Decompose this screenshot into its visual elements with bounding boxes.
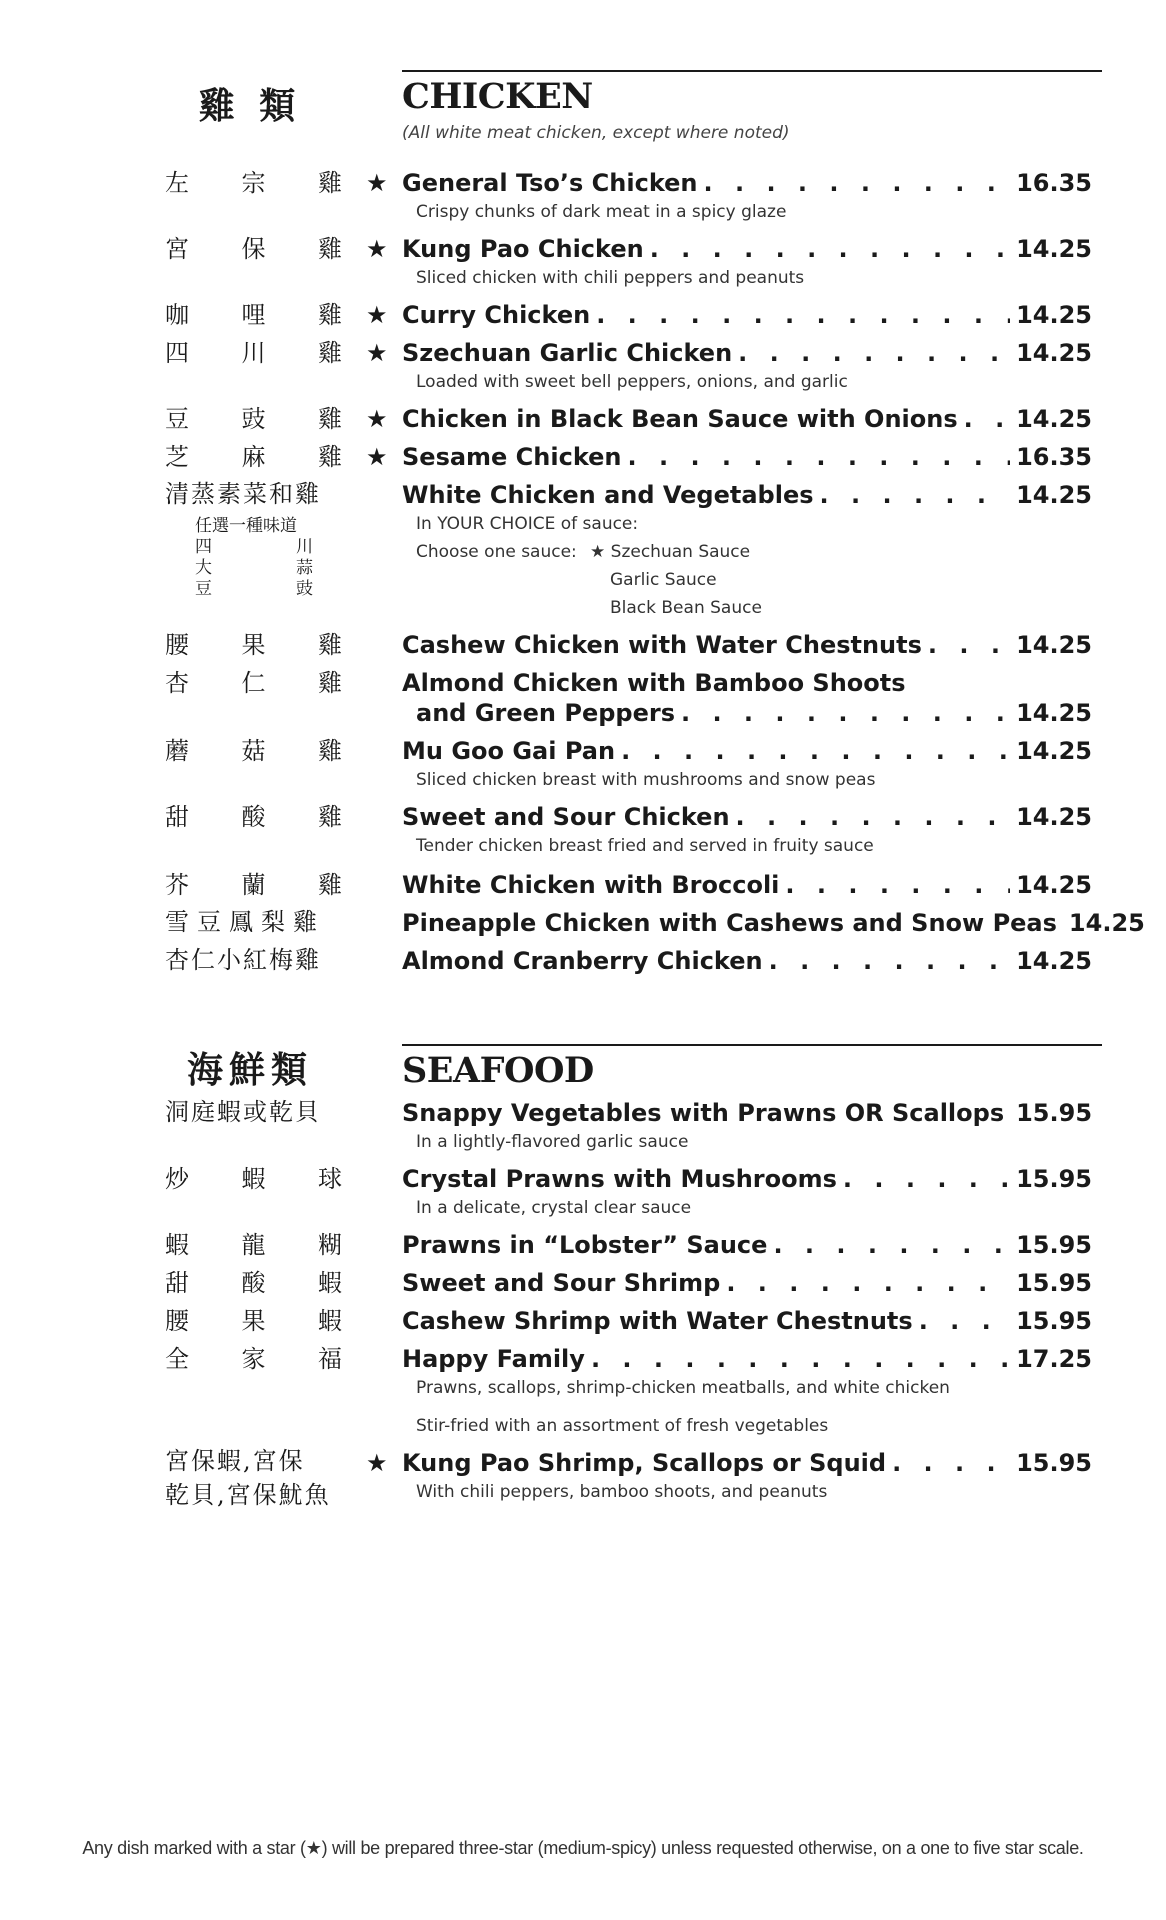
item-name: Mu Goo Gai Pan	[402, 737, 616, 765]
item-chinese-name: 腰 果 雞	[165, 631, 343, 659]
item-price: 14.25	[1016, 871, 1092, 899]
item-price: 15.95	[1016, 1099, 1093, 1127]
item-price: 15.95	[1016, 1165, 1092, 1193]
spicy-star-icon: ★	[366, 169, 388, 197]
item-description: In YOUR CHOICE of sauce:	[416, 514, 639, 534]
item-name: Szechuan Garlic Chicken	[402, 339, 733, 367]
item-name: White Chicken with Broccoli	[402, 871, 780, 899]
item-chinese-name: 宮保蝦,宮保 乾貝,宮保魷魚	[165, 1447, 331, 1509]
item-price: 14.25	[1068, 909, 1145, 937]
choose-sauce-label: Choose one sauce:	[416, 542, 577, 562]
sauce-option: Garlic Sauce	[610, 570, 717, 590]
item-name: Sweet and Sour Shrimp	[402, 1269, 721, 1297]
item-name: Sesame Chicken	[402, 443, 622, 471]
item-description: In a delicate, crystal clear sauce	[416, 1198, 692, 1218]
item-chinese-name: 豆 豉 雞	[165, 405, 343, 433]
seafood-cn-title: 海鮮類	[186, 1049, 313, 1091]
seafood-header	[402, 1044, 1102, 1091]
footer-note: Any dish marked with a star (★) will be prepared three-star (medium-spicy) unless requested otherwise, on a one to five star scale.	[82, 1838, 1084, 1858]
item-chinese-name: 甜 酸 蝦	[165, 1269, 343, 1297]
item-price: 14.25	[1016, 699, 1092, 727]
seafood-title: SEAFOOD	[402, 1050, 594, 1091]
item-chinese-name: 炒 蝦 球	[165, 1165, 343, 1193]
item-description: With chili peppers, bamboo shoots, and peanuts	[416, 1482, 828, 1502]
item-chinese-name: 腰 果 蝦	[165, 1307, 343, 1335]
item-name: Sweet and Sour Chicken	[402, 803, 730, 831]
item-price: 14.25	[1016, 947, 1092, 975]
item-name: Crystal Prawns with Mushrooms	[402, 1165, 837, 1193]
item-price: 15.95	[1016, 1449, 1092, 1477]
item-description: Loaded with sweet bell peppers, onions, and garlic	[416, 372, 848, 392]
item-price: 15.95	[1016, 1307, 1092, 1335]
item-name: Happy Family	[402, 1345, 585, 1373]
item-price: 17.25	[1016, 1345, 1092, 1373]
item-price: 14.25	[1016, 803, 1092, 831]
item-price: 14.25	[1016, 405, 1092, 433]
item-price: 16.35	[1016, 443, 1092, 471]
chicken-note: (All white meat chicken, except where noted)	[402, 123, 790, 143]
item-price: 14.25	[1016, 301, 1092, 329]
item-price: 14.25	[1016, 235, 1092, 263]
chicken-cn-title: 雞 類	[198, 85, 302, 127]
item-price: 14.25	[1016, 631, 1092, 659]
chicken-title: CHICKEN	[402, 76, 593, 117]
item-name: Cashew Chicken with Water Chestnuts	[402, 631, 922, 659]
item-chinese-name: 杏 仁 雞	[165, 669, 343, 697]
item-chinese-name: 洞庭蝦或乾貝	[165, 1098, 321, 1126]
sauce-option: ★ Szechuan Sauce	[590, 542, 751, 562]
item-name: Kung Pao Shrimp, Scallops or Squid	[402, 1449, 887, 1477]
item-chinese-name: 宮 保 雞	[165, 235, 343, 263]
sauce-choice-chinese: 任選一種味道 四 川 大 蒜 豆 豉	[195, 516, 313, 599]
spicy-star-icon: ★	[366, 301, 388, 329]
item-name: and Green Peppers	[416, 699, 675, 727]
item-chinese-name: 蝦 龍 糊	[165, 1231, 343, 1259]
spicy-star-icon: ★	[366, 235, 388, 263]
item-description: In a lightly-flavored garlic sauce	[416, 1132, 689, 1152]
item-price: 15.95	[1016, 1269, 1092, 1297]
item-chinese-name: 全 家 福	[165, 1345, 343, 1373]
item-price: 15.95	[1016, 1231, 1092, 1259]
spicy-star-icon: ★	[366, 443, 388, 471]
item-description: Prawns, scallops, shrimp-chicken meatballs, and white chicken	[416, 1378, 950, 1398]
spicy-star-icon: ★	[590, 542, 606, 562]
sauce-option: Black Bean Sauce	[610, 598, 762, 618]
item-name: Cashew Shrimp with Water Chestnuts	[402, 1307, 913, 1335]
spicy-star-icon: ★	[366, 1449, 388, 1477]
item-chinese-name: 四 川 雞	[165, 339, 343, 367]
item-description: Tender chicken breast fried and served in fruity sauce	[416, 836, 874, 856]
item-name: Kung Pao Chicken	[402, 235, 644, 263]
item-chinese-name: 芥 蘭 雞	[165, 871, 343, 899]
item-name: Chicken in Black Bean Sauce with Onions	[402, 405, 958, 433]
item-price: 16.35	[1016, 169, 1092, 197]
item-name: General Tso’s Chicken	[402, 169, 698, 197]
item-price: 14.25	[1016, 481, 1092, 509]
item-price: 14.25	[1016, 737, 1092, 765]
item-chinese-name: 蘑 菇 雞	[165, 737, 343, 765]
spicy-star-icon: ★	[366, 405, 388, 433]
item-chinese-name: 清蒸素菜和雞	[165, 480, 321, 508]
item-chinese-name: 雪豆鳳梨雞	[165, 908, 325, 936]
item-description: Crispy chunks of dark meat in a spicy glaze	[416, 202, 787, 222]
item-name-line1: Almond Chicken with Bamboo Shoots	[402, 669, 906, 697]
item-name: Snappy Vegetables with Prawns OR Scallops	[402, 1099, 1005, 1127]
chicken-header	[402, 70, 1102, 143]
item-name: Curry Chicken	[402, 301, 591, 329]
spicy-star-icon: ★	[366, 339, 388, 367]
item-name: White Chicken and Vegetables	[402, 481, 814, 509]
item-price: 14.25	[1016, 339, 1092, 367]
item-description-2: Stir-fried with an assortment of fresh vegetables	[416, 1416, 829, 1436]
item-description: Sliced chicken breast with mushrooms and snow peas	[416, 770, 876, 790]
item-description: Sliced chicken with chili peppers and peanuts	[416, 268, 805, 288]
item-chinese-name: 芝 麻 雞	[165, 443, 343, 471]
item-chinese-name: 杏仁小紅梅雞	[165, 946, 321, 974]
item-chinese-name: 甜 酸 雞	[165, 803, 343, 831]
item-name: Almond Cranberry Chicken	[402, 947, 763, 975]
item-name: Prawns in “Lobster” Sauce	[402, 1231, 768, 1259]
item-chinese-name: 左 宗 雞	[165, 169, 343, 197]
item-name: Pineapple Chicken with Cashews and Snow Peas	[402, 909, 1057, 937]
item-chinese-name: 咖 哩 雞	[165, 301, 343, 329]
